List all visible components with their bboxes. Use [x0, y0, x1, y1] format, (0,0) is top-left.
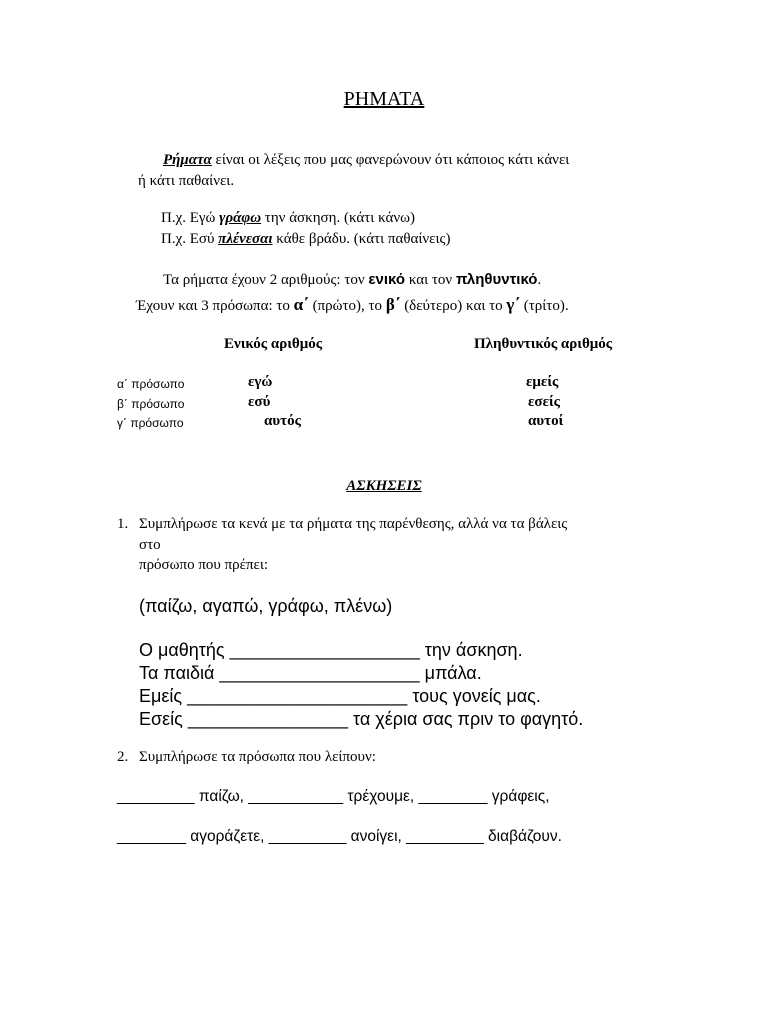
definition-line-1 — [163, 152, 569, 169]
singular-pronoun: εγώ — [248, 374, 273, 390]
fill-sentence: Ο μαθητής ___________________ την άσκηση. — [139, 640, 523, 660]
numbers-line-1: Τα ρήματα έχουν 2 αριθμούς: τον ενικό και τον πληθυντικό. — [163, 271, 542, 288]
fill-sentence: Εσείς ________________ τα χέρια σας πριν το φαγητό. — [139, 709, 584, 729]
person-label: α΄ πρόσωπο — [117, 377, 185, 391]
exercise-1-instruction-2: στο — [139, 537, 161, 553]
exercise-1-instruction-1: Συμπλήρωσε τα κενά με τα ρήματα της παρένθεσης, αλλά να τα βάλεις — [139, 516, 568, 532]
exercise-2-line-2: ________ αγοράζετε, _________ ανοίγει, _________ διαβάζουν. — [117, 828, 562, 845]
example-2: Π.χ. Εσύ πλένεσαι κάθε βράδυ. (κάτι παθαίνεις) — [161, 231, 451, 247]
example-verb: γράφω — [219, 210, 262, 226]
definition-line-2: ή κάτι παθαίνει. — [138, 173, 235, 189]
fill-sentence: Εμείς ______________________ τους γονείς μας. — [139, 686, 541, 706]
plural-pronoun: εσείς — [528, 394, 560, 410]
exercise-1-number: 1. — [117, 516, 129, 532]
person-label: γ΄ πρόσωπο — [117, 416, 184, 430]
numbers-line-2: Έχουν και 3 πρόσωπα: το α΄ (πρώτο), το β΄ (δεύτερο) και το γ΄ (τρίτο). — [136, 295, 569, 314]
definition-term: Ρήματα — [163, 152, 212, 168]
header-singular: Ενικός αριθμός — [224, 336, 323, 352]
fill-sentence: Τα παιδιά ____________________ μπάλα. — [139, 663, 482, 683]
singular-pronoun: αυτός — [264, 413, 301, 429]
page-title: ΡΗΜΑΤΑ — [343, 88, 425, 110]
plural-pronoun: αυτοί — [528, 413, 564, 429]
example-verb: πλένεσαι — [218, 231, 273, 247]
exercise-2-number: 2. — [117, 749, 129, 765]
singular-pronoun: εσύ — [248, 394, 271, 410]
person-label: β΄ πρόσωπο — [117, 397, 185, 411]
plural-pronoun: εμείς — [526, 374, 559, 390]
exercise-1-instruction-3: πρόσωπο που πρέπει: — [139, 557, 269, 573]
exercise-2-instruction: Συμπλήρωσε τα πρόσωπα που λείπουν: — [139, 749, 376, 765]
verb-list: (παίζω, αγαπώ, γράφω, πλένω) — [139, 596, 393, 616]
exercises-heading: ΑΣΚΗΣΕΙΣ — [346, 478, 422, 494]
definition-text: είναι οι λέξεις που μας φανερώνουν ότι κάποιος κάτι κάνει — [211, 152, 570, 168]
exercise-2-line-1: _________ παίζω, ___________ τρέχουμε, ________ γράφεις, — [117, 788, 550, 805]
header-plural: Πληθυντικός αριθμός — [474, 336, 613, 352]
example-1: Π.χ. Εγώ γράφω την άσκηση. (κάτι κάνω) — [161, 210, 416, 226]
